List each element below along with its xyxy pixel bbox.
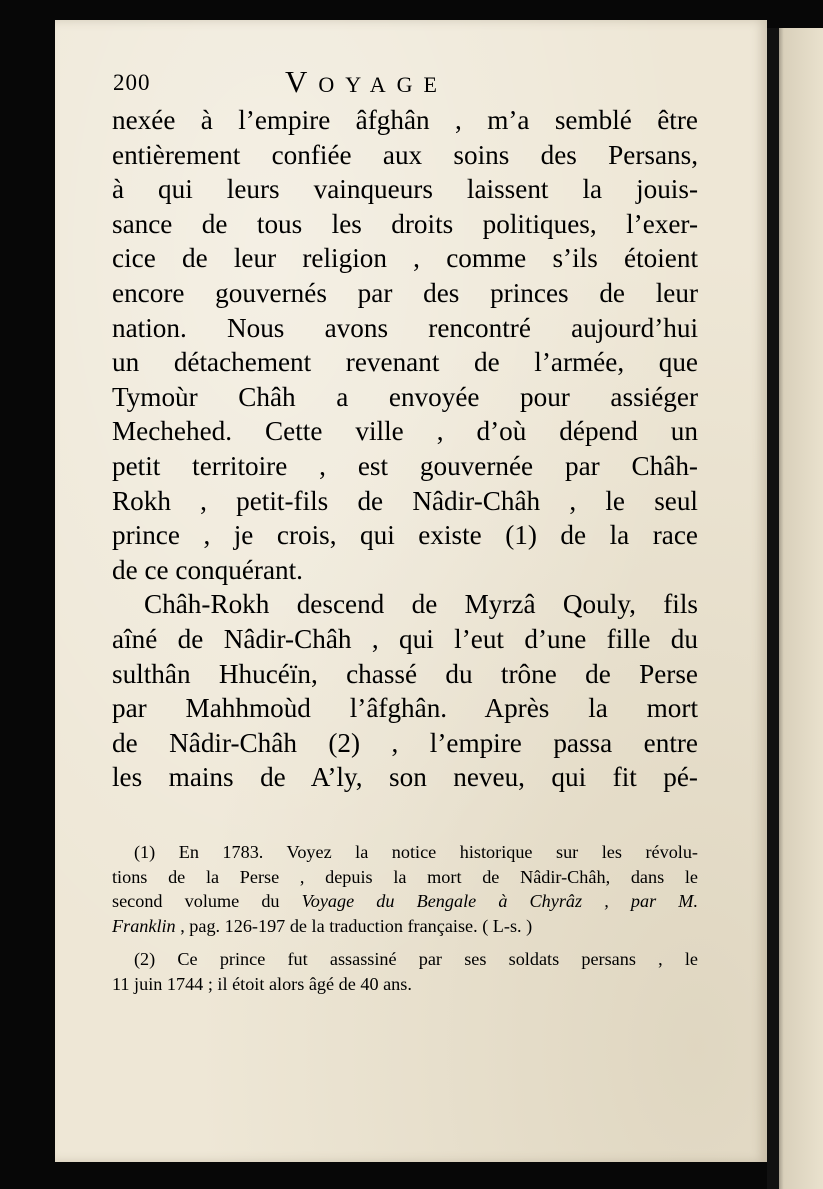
footnote-1-author: Franklin [112,915,176,936]
footnote-1-line [112,914,698,939]
text-line: Tymoùr Châh a envoyée pour assiéger [112,381,698,412]
text-line: par Mahhmoùd l’âfghân. Après la mort [112,693,698,724]
text-line: sance de tous les droits politiques, l’exer- [112,208,698,239]
book-gutter [767,28,779,1189]
footnote-1-line: (1) En 1783. Voyez la notice historique sur les révolu- [134,842,698,862]
footnote-1-line: tions de la Perse , depuis la mort de Nâdir-Châh, dans le [112,866,698,887]
paragraph-start-line: Châh-Rokh descend de Myrzâ Qouly, fils [144,589,698,620]
footnote-2-line: 11 juin 1744 ; il étoit alors âgé de 40 ans. [112,973,412,994]
footnotes [112,840,698,997]
footnote-1-book-title: Voyage du Bengale à Chyrâz , par M. [301,891,698,912]
footnote-1-line [112,889,698,914]
text-line: nation. Nous avons rencontré aujourd’hui [112,312,698,343]
body-text [112,103,698,795]
text-line: nexée à l’empire âfghân , m’a semblé être [112,105,698,135]
text-line: Rokh , petit-fils de Nâdir-Châh , le seul [112,485,698,516]
paragraph-end-line: de ce conquérant. [112,554,303,585]
text-line: cice de leur religion , comme s’ils étoient [112,243,698,274]
text-line: un détachement revenant de l’armée, que [112,347,698,378]
next-page-edge [767,28,823,1189]
text-line: petit territoire , est gouvernée par Châh- [112,450,698,481]
footnote-1-text: second volume du [112,891,302,912]
footnote-1-text: , pag. 126-197 de la traduction française. ( L-s. ) [175,915,533,936]
text-line: Mechehed. Cette ville , d’où dépend un [112,416,698,447]
text-line: aîné de Nâdir-Châh , qui l’eut d’une fille du [112,623,698,654]
page-number: 200 [113,70,151,95]
running-head [113,62,573,102]
text-line: entièrement confiée aux soins des Persans, [112,139,698,170]
text-line: prince , je crois, qui existe (1) de la race [112,520,698,551]
footnote-2-line: (2) Ce prince fut assassiné par ses soldats persans , le [134,949,698,970]
text-line: encore gouvernés par des princes de leur [112,277,698,308]
text-line: à qui leurs vainqueurs laissent la jouis- [112,174,698,205]
text-line: sulthân Hhucéïn, chassé du trône de Perse [112,658,698,689]
text-line: de Nâdir-Châh (2) , l’empire passa entre [112,727,698,758]
text-line: les mains de A’ly, son neveu, qui fit pé- [112,762,698,793]
running-title: Voyage [285,64,448,99]
footnote-spacer [112,938,698,947]
